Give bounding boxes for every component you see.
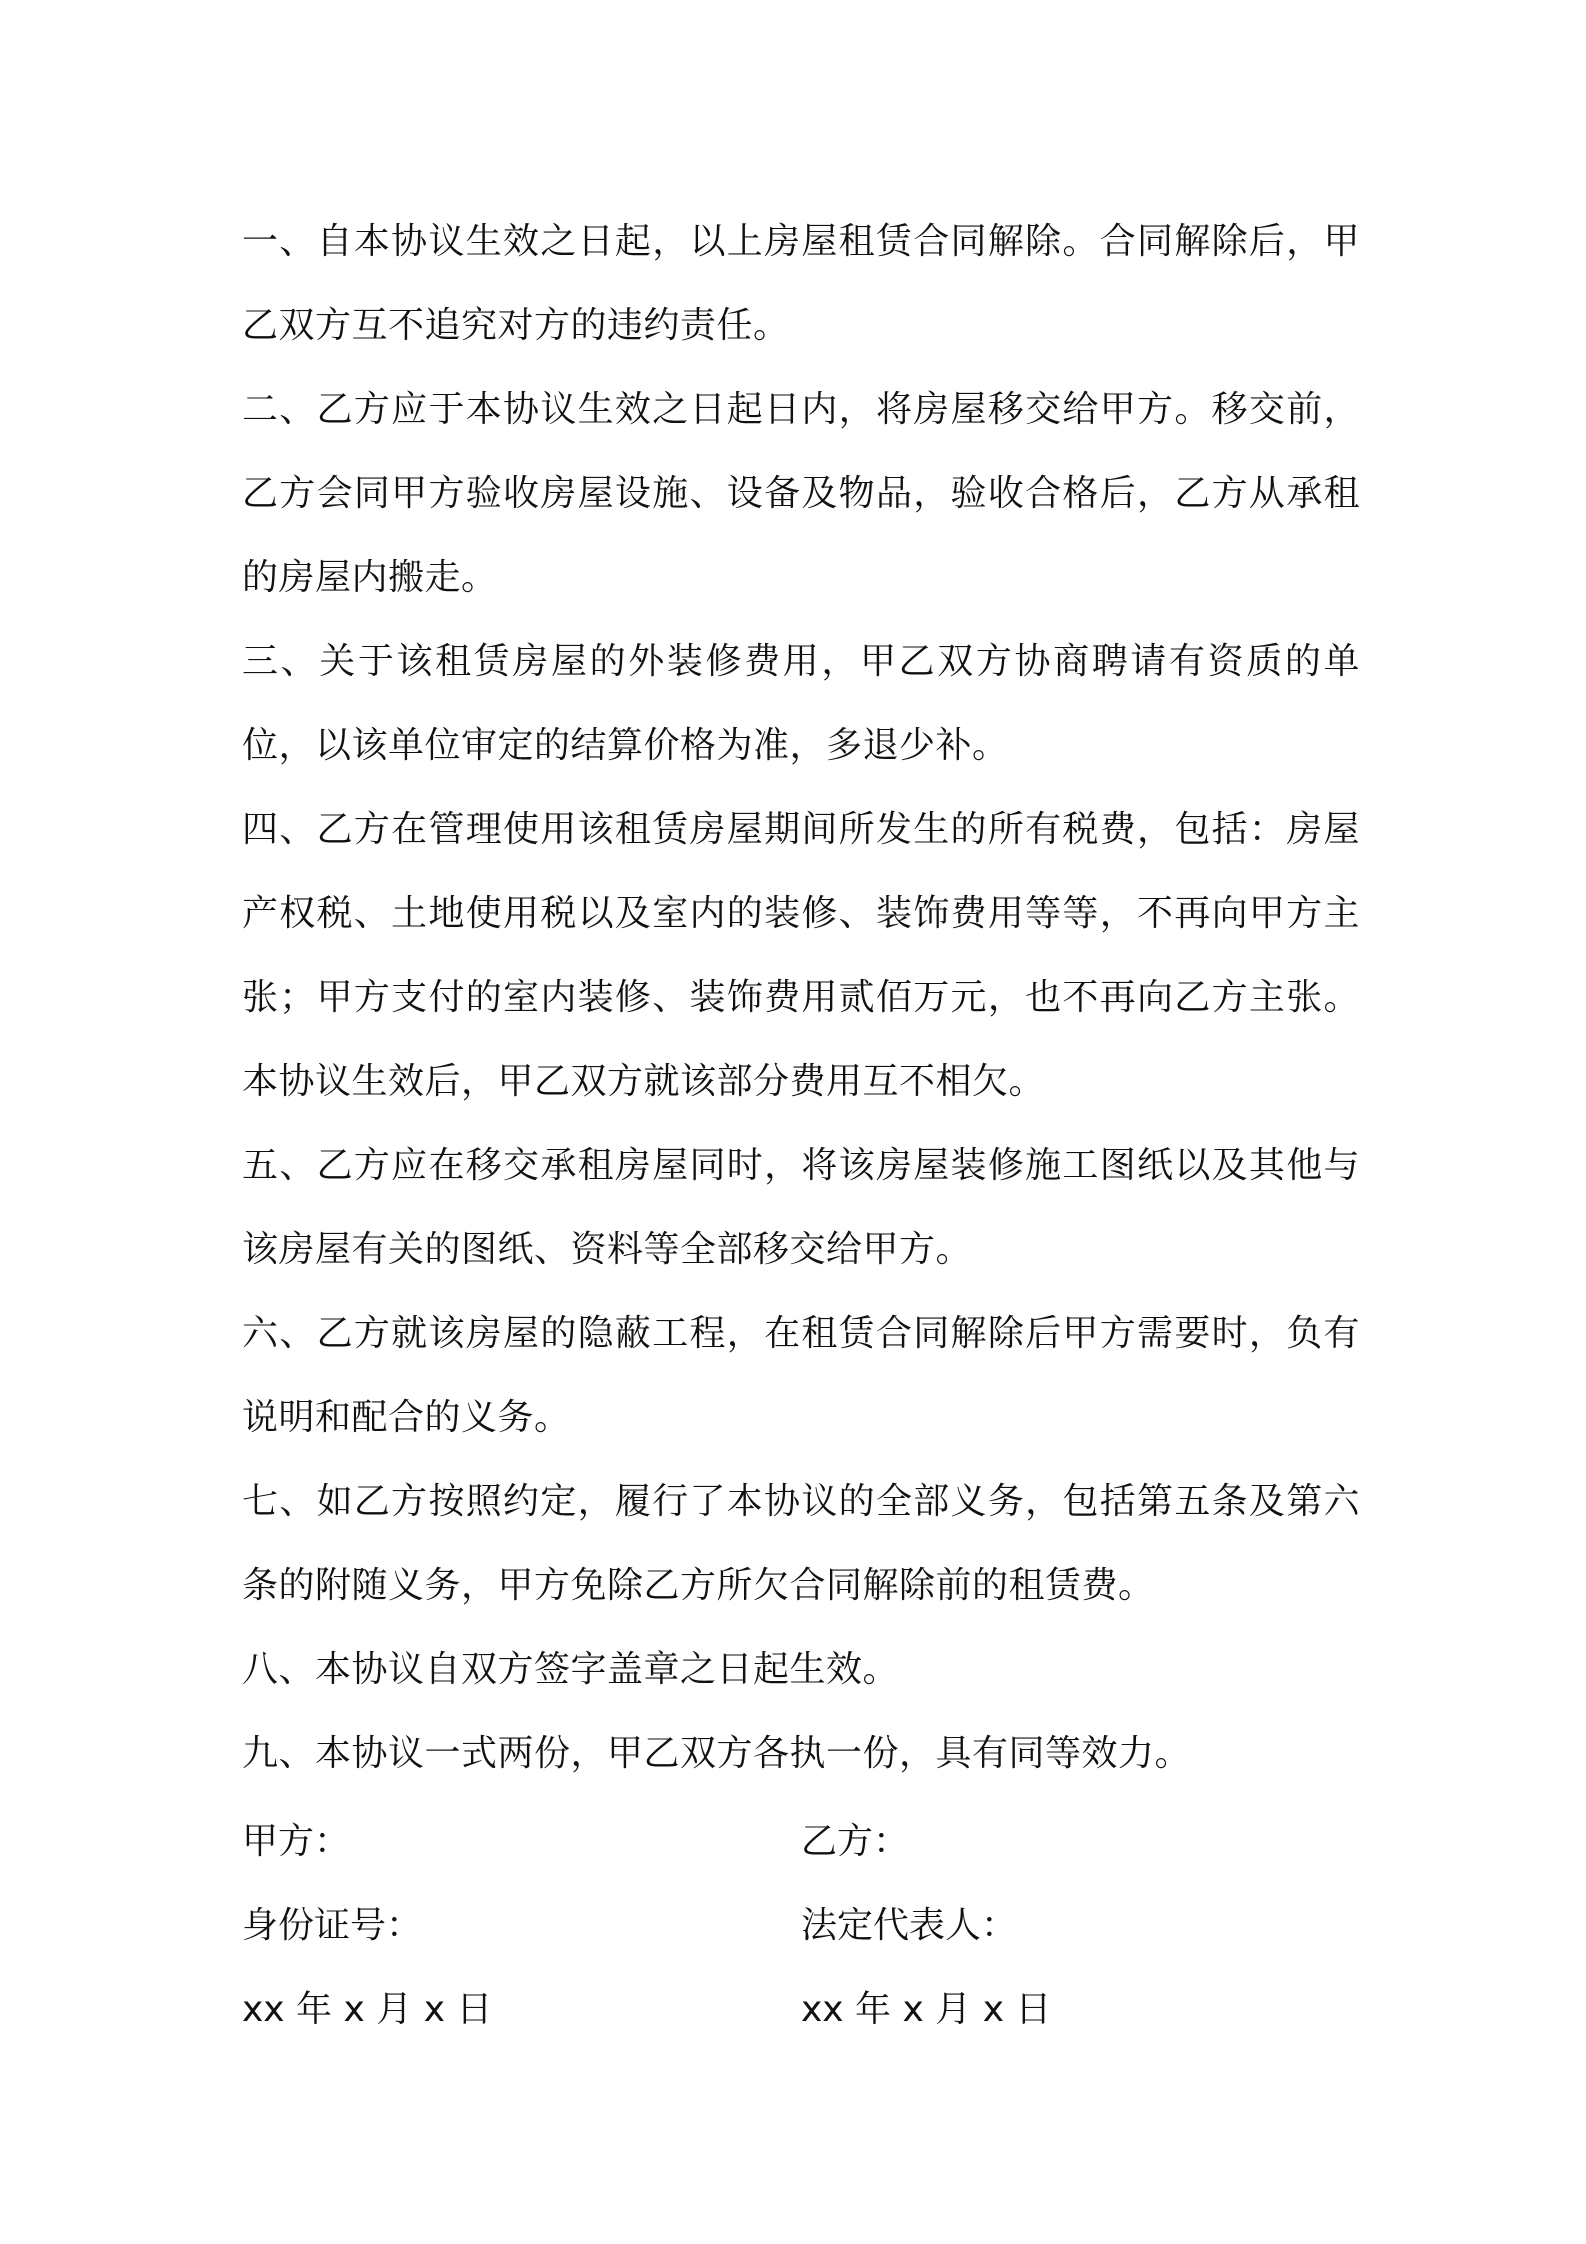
party-a-label: 甲方：	[242, 1820, 351, 1862]
party-b-rep-label: 法定代表人：	[801, 1904, 1018, 1946]
clause-6: 六、乙方就该房屋的隐蔽工程，在租赁合同解除后甲方需要时，负有说明和配合的义务。	[242, 1313, 1360, 1438]
clause-9: 九、本协议一式两份，甲乙双方各执一份，具有同等效力。	[242, 1733, 1192, 1774]
clause-1: 一、自本协议生效之日起，以上房屋租赁合同解除。合同解除后，甲乙双方互不追究对方的违约责任。	[242, 221, 1360, 346]
agreement-document	[242, 200, 1360, 2048]
clause-3: 三、关于该租赁房屋的外装修费用，甲乙双方协商聘请有资质的单位，以该单位审定的结算价格为准，多退少补。	[242, 641, 1360, 766]
party-a-date: xx 年 x 月 x 日	[242, 1988, 493, 2030]
clause-8: 八、本协议自双方签字盖章之日起生效。	[242, 1649, 900, 1690]
party-b-label: 乙方：	[801, 1820, 910, 1862]
clause-4: 四、乙方在管理使用该租赁房屋期间所发生的所有税费，包括：房屋产权税、土地使用税以及室内的装修、装饰费用等等，不再向甲方主张；甲方支付的室内装修、装饰费用贰佰万元，也不再向乙方主张。本协议生效后，甲乙双方就该部分费用互不相欠。	[242, 809, 1360, 1102]
clause-7: 七、如乙方按照约定，履行了本协议的全部义务，包括第五条及第六条的附随义务，甲方免除乙方所欠合同解除前的租赁费。	[242, 1481, 1360, 1606]
signature-row-dates	[242, 1964, 1360, 2048]
party-a-id-label: 身份证号：	[242, 1904, 423, 1946]
signature-row-parties	[242, 1796, 1360, 1880]
party-b-date: xx 年 x 月 x 日	[801, 1988, 1052, 2030]
clause-5: 五、乙方应在移交承租房屋同时，将该房屋装修施工图纸以及其他与该房屋有关的图纸、资料等全部移交给甲方。	[242, 1145, 1360, 1270]
signature-row-identity	[242, 1880, 1360, 1964]
clause-2: 二、乙方应于本协议生效之日起日内，将房屋移交给甲方。移交前，乙方会同甲方验收房屋设施、设备及物品，验收合格后，乙方从承租的房屋内搬走。	[242, 389, 1360, 598]
signature-block	[242, 1796, 1360, 2048]
